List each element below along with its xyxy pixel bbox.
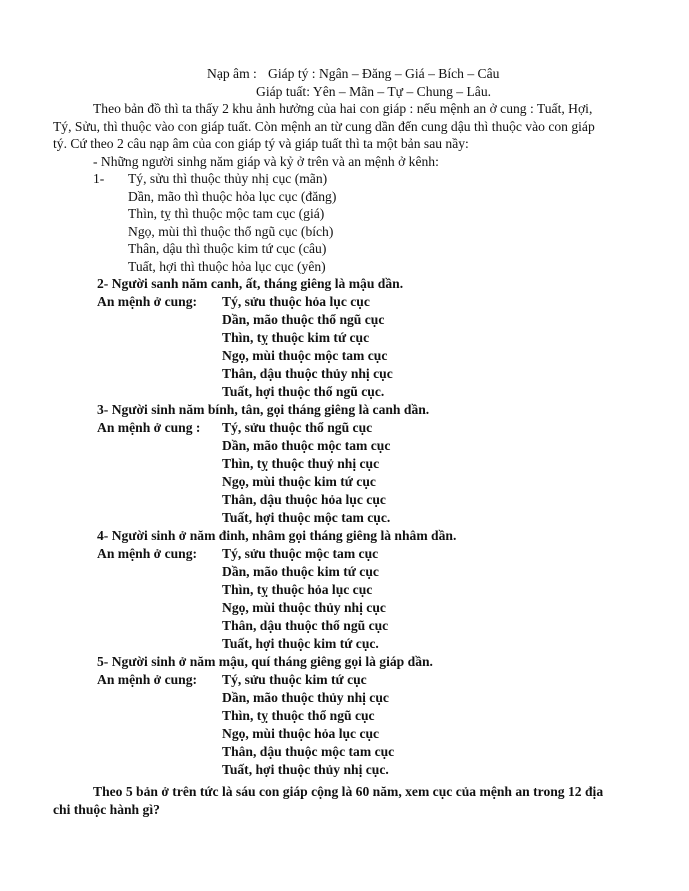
intro-line-4: - Những người sinhg năm giáp và kỷ ở trên và an mệnh ở kênh: bbox=[93, 154, 439, 169]
section3-line: Tuất, hợi thuộc mộc tam cục. bbox=[222, 510, 391, 525]
section1-line: Tuất, hợi thì thuộc hỏa lục cục (yên) bbox=[128, 259, 326, 274]
section3-heading: 3- Người sinh năm bính, tân, gọi tháng giêng là canh dần. bbox=[97, 402, 430, 417]
section3-line: Thân, dậu thuộc hỏa lục cục bbox=[222, 492, 386, 507]
section4-line: Dần, mão thuộc kim tứ cục bbox=[222, 564, 379, 579]
section1-line: Thân, dậu thì thuộc kim tứ cục (câu) bbox=[128, 241, 327, 256]
section5-line: Tý, sửu thuộc kim tứ cục bbox=[222, 672, 367, 687]
section3-label: An mệnh ở cung : bbox=[97, 420, 201, 435]
section2-line: Tý, sửu thuộc hỏa lục cục bbox=[222, 294, 370, 309]
section5-label: An mệnh ở cung: bbox=[97, 672, 198, 687]
intro-line-2: Tý, Sửu, thì thuộc vào con giáp tuất. Còn mệnh an từ cung dần đến cung dậu thì thuộc vào con giáp bbox=[53, 119, 595, 134]
section4-line: Tý, sửu thuộc mộc tam cục bbox=[222, 546, 379, 561]
section5-heading: 5- Người sinh ở năm mậu, quí tháng giêng gọi là giáp dần. bbox=[97, 654, 433, 669]
section1-line: Dần, mão thì thuộc hỏa lục cục (đăng) bbox=[128, 189, 337, 204]
section5-line: Tuất, hợi thuộc thủy nhị cục. bbox=[222, 762, 389, 777]
nap-am-giap-tuat: Giáp tuất: Yên – Mãn – Tự – Chung – Lâu. bbox=[256, 84, 492, 99]
section4-line: Thân, dậu thuộc thổ ngũ cục bbox=[222, 618, 389, 633]
section1-line: Ngọ, mùi thì thuộc thổ ngũ cục (bích) bbox=[128, 224, 334, 239]
section2-line: Thân, dậu thuộc thủy nhị cục bbox=[222, 366, 393, 381]
nap-am-giap-ty: Giáp tý : Ngân – Đăng – Giá – Bích – Câu bbox=[268, 66, 500, 81]
section1-number: 1- bbox=[93, 171, 105, 186]
section1-line: Tý, sửu thì thuộc thủy nhị cục (mãn) bbox=[128, 171, 328, 186]
section2-line: Tuất, hợi thuộc thổ ngũ cục. bbox=[222, 384, 385, 399]
section2-line: Ngọ, mùi thuộc mộc tam cục bbox=[222, 348, 388, 363]
section4-heading: 4- Người sinh ở năm đinh, nhâm gọi tháng giêng là nhâm dần. bbox=[97, 528, 457, 543]
section3-line: Tý, sửu thuộc thổ ngũ cục bbox=[222, 420, 373, 435]
section2-line: Thìn, tỵ thuộc kim tứ cục bbox=[222, 330, 370, 345]
conclusion-line-2: chi thuộc hành gì? bbox=[53, 802, 160, 817]
section4-line: Thìn, tỵ thuộc hỏa lục cục bbox=[222, 582, 373, 597]
section4-line: Tuất, hợi thuộc kim tứ cục. bbox=[222, 636, 379, 651]
section5-line: Ngọ, mùi thuộc hỏa lục cục bbox=[222, 726, 380, 741]
section2-heading: 2- Người sanh năm canh, ất, tháng giêng là mậu dần. bbox=[97, 276, 404, 291]
section5-line: Dần, mão thuộc thủy nhị cục bbox=[222, 690, 389, 705]
section2-line: Dần, mão thuộc thổ ngũ cục bbox=[222, 312, 385, 327]
section1-line: Thìn, tỵ thì thuộc mộc tam cục (giá) bbox=[128, 206, 325, 221]
intro-line-3: tý. Cứ theo 2 câu nạp âm của con giáp tý và giáp tuất thì ta một bản sau nầy: bbox=[53, 136, 469, 151]
conclusion-line-1: Theo 5 bản ở trên tức là sáu con giáp cộng là 60 năm, xem cục của mệnh an trong 12 địa bbox=[93, 784, 604, 799]
section4-line: Ngọ, mùi thuộc thủy nhị cục bbox=[222, 600, 386, 615]
section3-line: Ngọ, mùi thuộc kim tứ cục bbox=[222, 474, 376, 489]
section4-label: An mệnh ở cung: bbox=[97, 546, 198, 561]
intro-line-1: Theo bản đồ thì ta thấy 2 khu ảnh hưởng của hai con giáp : nếu mệnh an ở cung : Tuất, Hợi, bbox=[93, 101, 593, 116]
section2-label: An mệnh ở cung: bbox=[97, 294, 198, 309]
section3-line: Thìn, tỵ thuộc thuỷ nhị cục bbox=[222, 456, 380, 471]
nap-am-label: Nạp âm : bbox=[207, 66, 257, 81]
section5-line: Thìn, tỵ thuộc thổ ngũ cục bbox=[222, 708, 375, 723]
section5-line: Thân, dậu thuộc mộc tam cục bbox=[222, 744, 395, 759]
section3-line: Dần, mão thuộc mộc tam cục bbox=[222, 438, 391, 453]
